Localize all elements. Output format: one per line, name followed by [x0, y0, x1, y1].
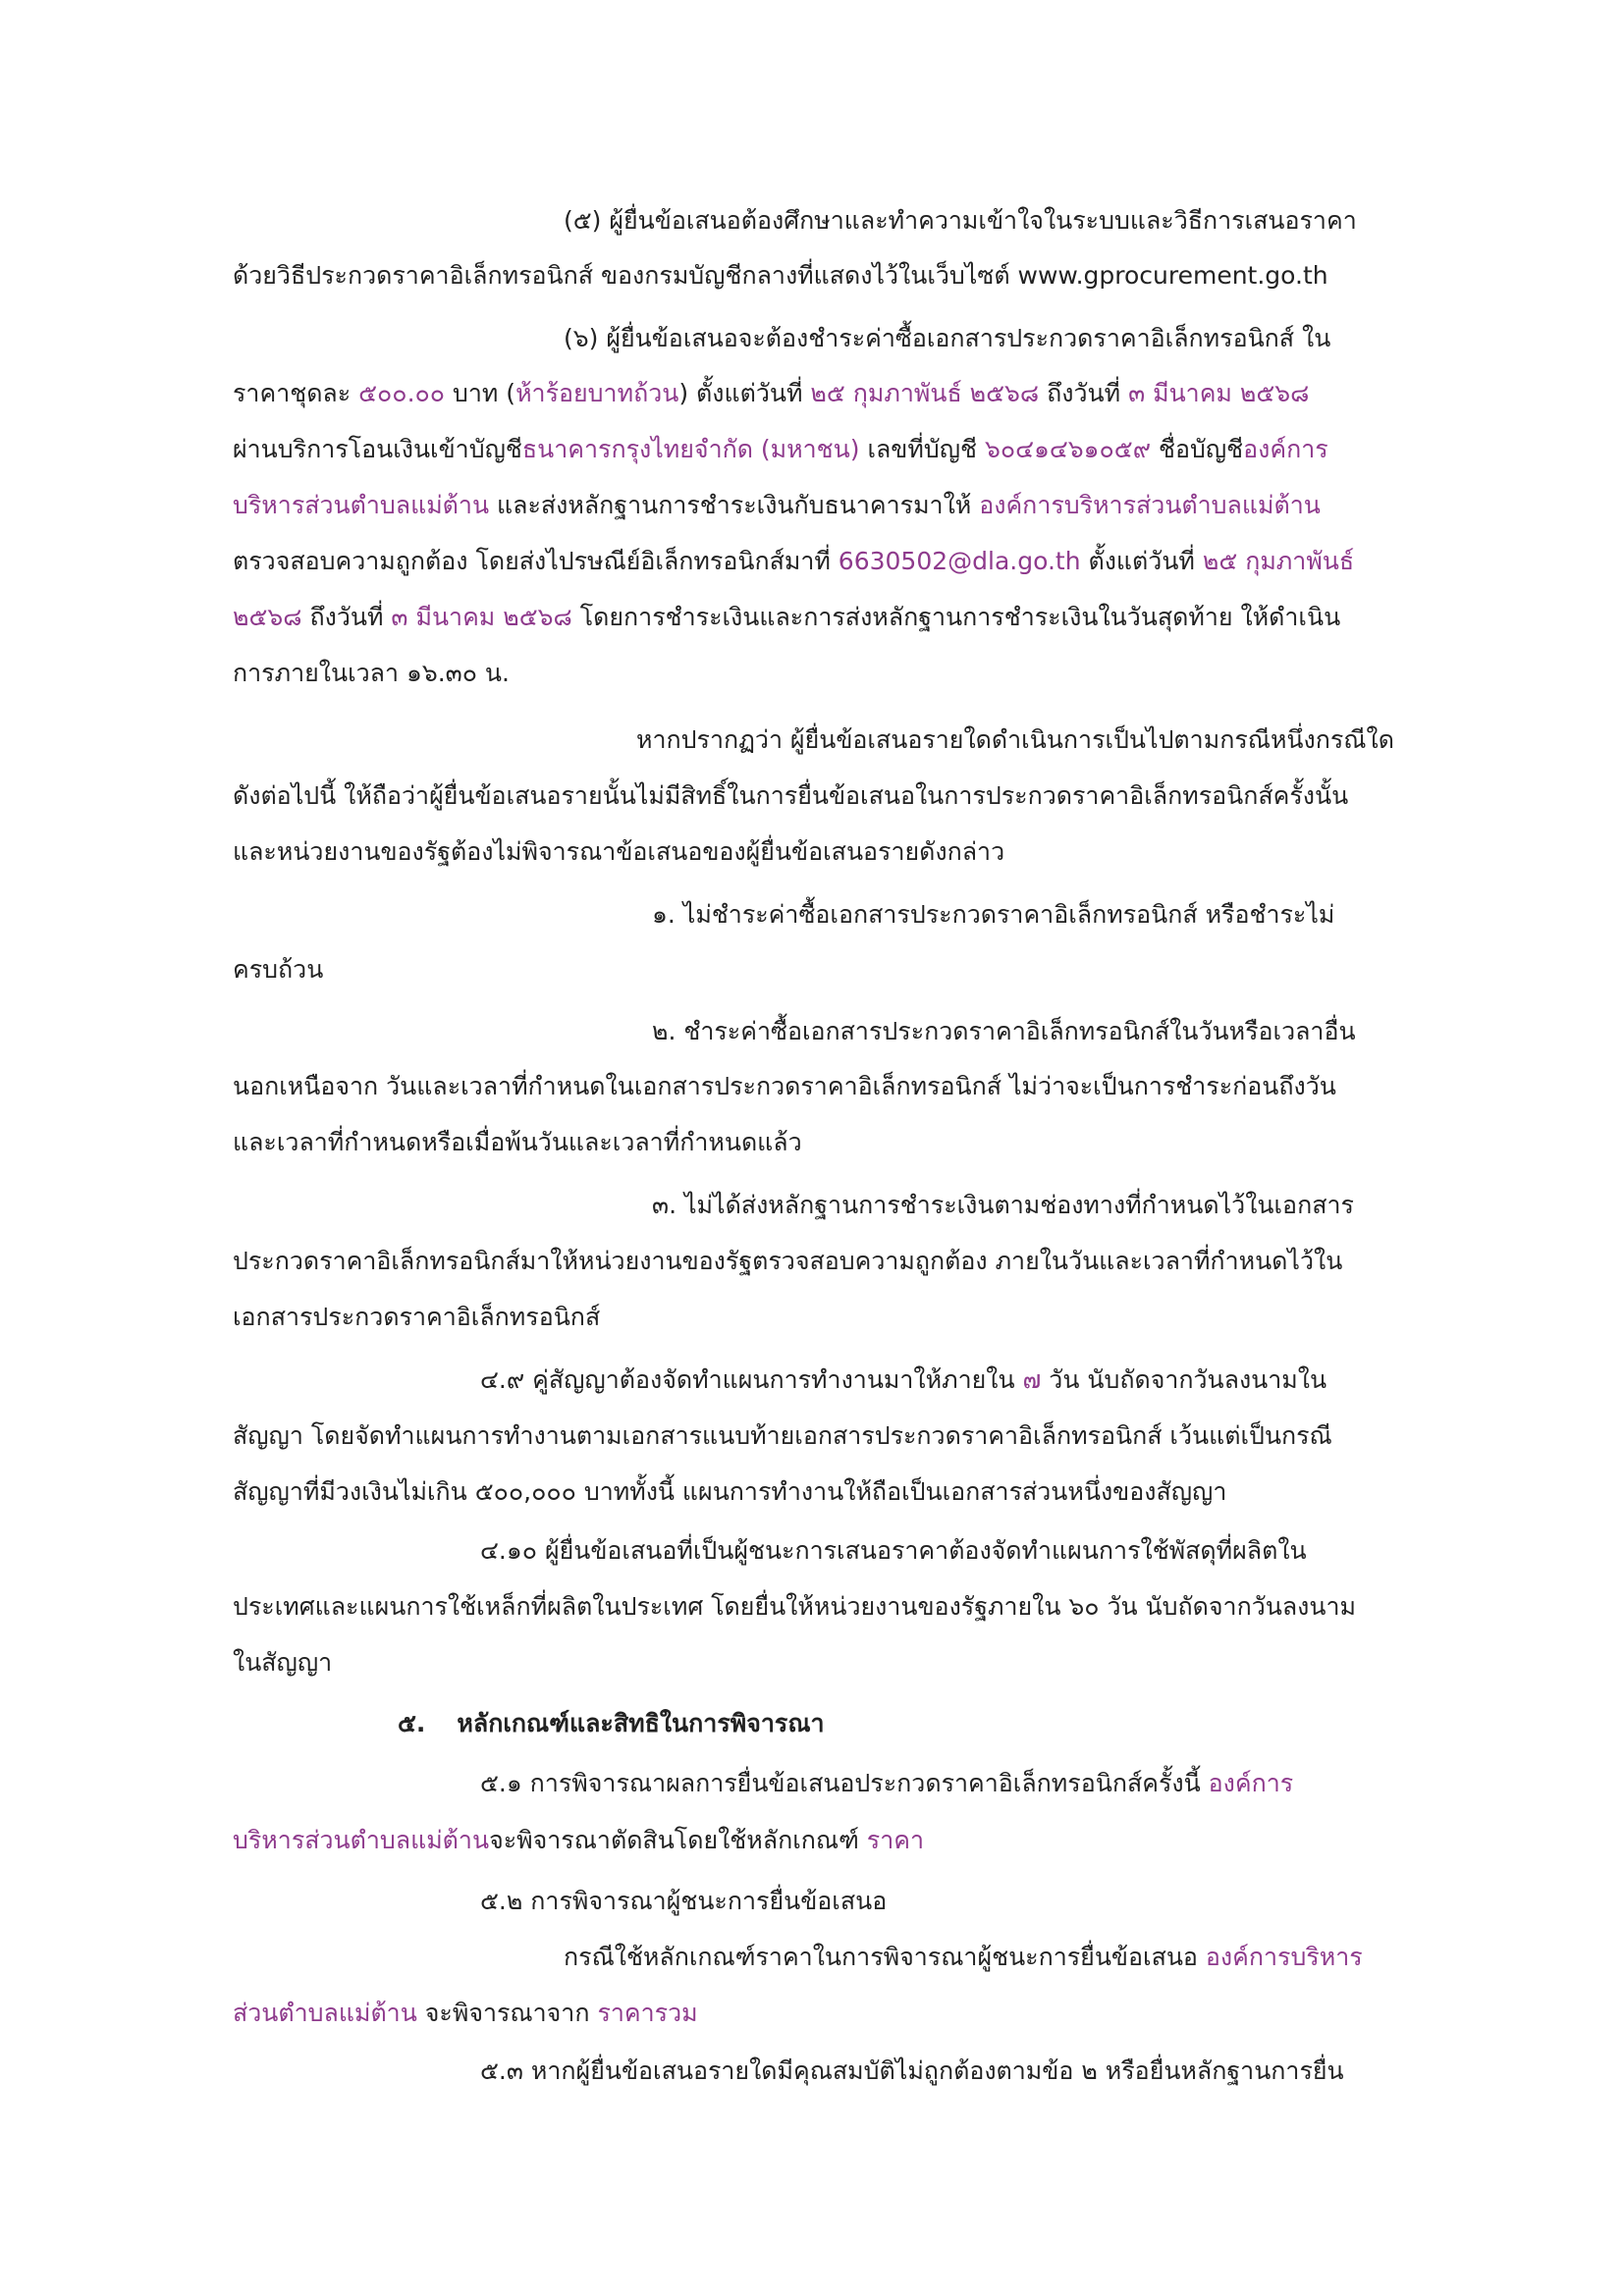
text: กรณีใช้หลักเกณฑ์ราคาในการพิจารณาผู้ชนะการยื่นข้อเสนอ: [564, 1943, 1206, 1971]
text: และเวลาที่กำหนดหรือเมื่อพ้นวันและเวลาที่กำหนดแล้ว: [233, 1128, 802, 1156]
text: ราคาชุดละ: [233, 379, 359, 407]
text: บาท (: [445, 379, 516, 407]
text: ชื่อบัญชี: [1151, 435, 1244, 463]
para-disqualify-line-3: [233, 835, 1004, 869]
para-6-line-2: [233, 377, 1309, 410]
clause-4-9-line-3: [233, 1475, 1226, 1509]
account-name: บริหารส่วนตำบลแม่ต้าน: [233, 491, 490, 519]
item-1-line-1: [652, 898, 1334, 932]
text: ถึงวันที่: [1039, 379, 1129, 407]
text: สัญญา โดยจัดทำแผนการทำงานตามเอกสารแนบท้ายเอกสารประกวดราคาอิเล็กทรอนิกส์ เว้นแต่เป็นกรณี: [233, 1421, 1332, 1450]
para-6-line-3: [233, 433, 1328, 466]
text: วัน นับถัดจากวันลงนามใน: [1041, 1365, 1327, 1394]
para-6-line-1: [564, 322, 1330, 355]
start-date-year: ๒๕๖๘: [233, 603, 302, 631]
criteria: ราคารวม: [597, 1999, 698, 2027]
para-5-line-1: [564, 204, 1357, 238]
text: ๒. ชำระค่าซื้อเอกสารประกวดราคาอิเล็กทรอนิกส์ในวันหรือเวลาอื่น: [652, 1017, 1356, 1045]
days-count: ๗: [1022, 1365, 1042, 1394]
end-date: ๓ มีนาคม ๒๕๖๘: [1128, 379, 1310, 407]
text: ผ่านบริการโอนเงินเข้าบัญชี: [233, 435, 522, 463]
text: เอกสารประกวดราคาอิเล็กทรอนิกส์: [233, 1303, 601, 1331]
text: ตั้งแต่วันที่: [1080, 547, 1203, 575]
para-6-line-5: [233, 545, 1354, 578]
text: ๔.๙ คู่สัญญาต้องจัดทำแผนการทำงานมาให้ภายใน: [480, 1365, 1023, 1394]
text: และส่งหลักฐานการชำระเงินกับธนาคารมาให้: [489, 491, 980, 519]
agency-name: องค์การบริหาร: [1205, 1943, 1363, 1971]
criteria: ราคา: [866, 1826, 925, 1854]
para-5-line-2: [233, 259, 1328, 293]
clause-4-10-line-1: [480, 1534, 1307, 1568]
clause-5-3-line-1: [480, 2055, 1344, 2088]
start-date: ๒๕ กุมภาพันธ์ ๒๕๖๘: [810, 379, 1040, 407]
text: ดังต่อไปนี้ ให้ถือว่าผู้ยื่นข้อเสนอรายนั้นไม่มีสิทธิ์ในการยื่นข้อเสนอในการประกวดราคาอิเล็กทรอนิกส์ครั้งนั้น: [233, 781, 1349, 810]
clause-4-10-line-2: [233, 1590, 1356, 1624]
text: เลขที่บัญชี: [859, 435, 985, 463]
clause-4-9-line-1: [480, 1363, 1326, 1397]
text: ๑. ไม่ชำระค่าซื้อเอกสารประกวดราคาอิเล็กทรอนิกส์ หรือชำระไม่: [652, 900, 1335, 929]
text: ๕.๓ หากผู้ยื่นข้อเสนอรายใดมีคุณสมบัติไม่ถูกต้องตามข้อ ๒ หรือยื่นหลักฐานการยื่น: [480, 2056, 1344, 2085]
item-3-line-1: [652, 1189, 1354, 1222]
text: ประเทศและแผนการใช้เหล็กที่ผลิตในประเทศ โดยยื่นให้หน่วยงานของรัฐภายใน ๖๐ วัน นับถัดจากวันลงนาม: [233, 1592, 1356, 1621]
section-title: หลักเกณฑ์และสิทธิในการพิจารณา: [457, 1709, 825, 1737]
clause-5-1-line-2: [233, 1824, 924, 1857]
text: ตรวจสอบความถูกต้อง โดยส่งไปรษณีย์อิเล็กทรอนิกส์มาที่: [233, 547, 839, 575]
price-words: ห้าร้อยบาทถ้วน: [515, 379, 679, 407]
text: การภายในเวลา ๑๖.๓๐ น.: [233, 659, 510, 687]
account-number: ๖๐๔๑๔๖๑๐๕๙: [984, 435, 1152, 463]
text: จะพิจารณาตัดสินโดยใช้หลักเกณฑ์: [489, 1826, 867, 1854]
item-2-line-2: [233, 1070, 1336, 1103]
clause-5-2-line-2: [564, 1941, 1363, 1974]
section-number: ๕.: [398, 1709, 426, 1737]
account-name: องค์การ: [1243, 435, 1328, 463]
clause-5-2-line-1: [480, 1885, 887, 1918]
price-amount: ๕๐๐.๐๐: [358, 379, 446, 407]
agency-name: ส่วนตำบลแม่ต้าน: [233, 1999, 417, 2027]
text: ๓. ไม่ได้ส่งหลักฐานการชำระเงินตามช่องทางที่กำหนดไว้ในเอกสาร: [652, 1191, 1354, 1219]
end-date: ๓ มีนาคม ๒๕๖๘: [391, 603, 572, 631]
text: และหน่วยงานของรัฐต้องไม่พิจารณาข้อเสนอของผู้ยื่นข้อเสนอรายดังกล่าว: [233, 837, 1005, 866]
text: ) ตั้งแต่วันที่: [678, 379, 811, 407]
email-address: 6630502@dla.go.th: [838, 547, 1081, 575]
para-6-line-7: [233, 657, 510, 690]
agency-name: องค์การบริหารส่วนตำบลแม่ต้าน: [979, 491, 1321, 519]
item-1-line-2: [233, 953, 323, 987]
text: ๕.๑ การพิจารณาผลการยื่นข้อเสนอประกวดราคาอิเล็กทรอนิกส์ครั้งนี้: [480, 1769, 1209, 1797]
agency-name: บริหารส่วนตำบลแม่ต้าน: [233, 1826, 490, 1854]
para-6-line-4: [233, 489, 1321, 522]
text: ถึงวันที่: [301, 603, 392, 631]
clause-5-1-line-1: [480, 1767, 1293, 1800]
item-2-line-3: [233, 1126, 802, 1159]
text: จะพิจารณาจาก: [416, 1999, 598, 2027]
agency-name: องค์การ: [1208, 1769, 1294, 1797]
text: สัญญาที่มีวงเงินไม่เกิน ๕๐๐,๐๐๐ บาททั้งนี้ แผนการทำงานให้ถือเป็นเอกสารส่วนหนึ่งของสัญญา: [233, 1477, 1227, 1506]
clause-5-2-line-3: [233, 1997, 698, 2030]
text: ในสัญญา: [233, 1648, 333, 1677]
bank-name: ธนาคารกรุงไทยจำกัด (มหาชน): [521, 435, 860, 463]
text: หากปรากฏว่า ผู้ยื่นข้อเสนอรายใดดำเนินการเป็นไปตามกรณีหนึ่งกรณีใด: [636, 725, 1394, 754]
item-3-line-2: [233, 1245, 1342, 1278]
text: ครบถ้วน: [233, 955, 324, 984]
clause-4-9-line-2: [233, 1419, 1332, 1453]
item-2-line-1: [652, 1015, 1356, 1048]
text: นอกเหนือจาก วันและเวลาที่กำหนดในเอกสารประกวดราคาอิเล็กทรอนิกส์ ไม่ว่าจะเป็นการชำระก่อนถึงวัน: [233, 1072, 1336, 1100]
text: ๕.๒ การพิจารณาผู้ชนะการยื่นข้อเสนอ: [480, 1887, 888, 1915]
section-5-heading: [398, 1707, 825, 1740]
text: (๕) ผู้ยื่นข้อเสนอต้องศึกษาและทำความเข้าใจในระบบและวิธีการเสนอราคา: [564, 206, 1357, 235]
para-disqualify-line-1: [636, 723, 1394, 757]
text: โดยการชำระเงินและการส่งหลักฐานการชำระเงินในวันสุดท้าย ให้ดำเนิน: [571, 603, 1341, 631]
text: ด้วยวิธีประกวดราคาอิเล็กทรอนิกส์ ของกรมบัญชีกลางที่แสดงไว้ในเว็บไซต์ www.gprocurement.go.th: [233, 261, 1328, 290]
text: (๖) ผู้ยื่นข้อเสนอจะต้องชำระค่าซื้อเอกสารประกวดราคาอิเล็กทรอนิกส์ ใน: [564, 324, 1331, 352]
text: ประกวดราคาอิเล็กทรอนิกส์มาให้หน่วยงานของรัฐตรวจสอบความถูกต้อง ภายในวันและเวลาที่กำหนดไว้ใน: [233, 1247, 1343, 1275]
item-3-line-3: [233, 1301, 600, 1334]
clause-4-10-line-3: [233, 1646, 332, 1680]
start-date: ๒๕ กุมภาพันธ์: [1202, 547, 1355, 575]
para-disqualify-line-2: [233, 779, 1348, 813]
para-6-line-6: [233, 601, 1340, 634]
text: ๔.๑๐ ผู้ยื่นข้อเสนอที่เป็นผู้ชนะการเสนอราคาต้องจัดทำแผนการใช้พัสดุที่ผลิตใน: [480, 1536, 1307, 1565]
